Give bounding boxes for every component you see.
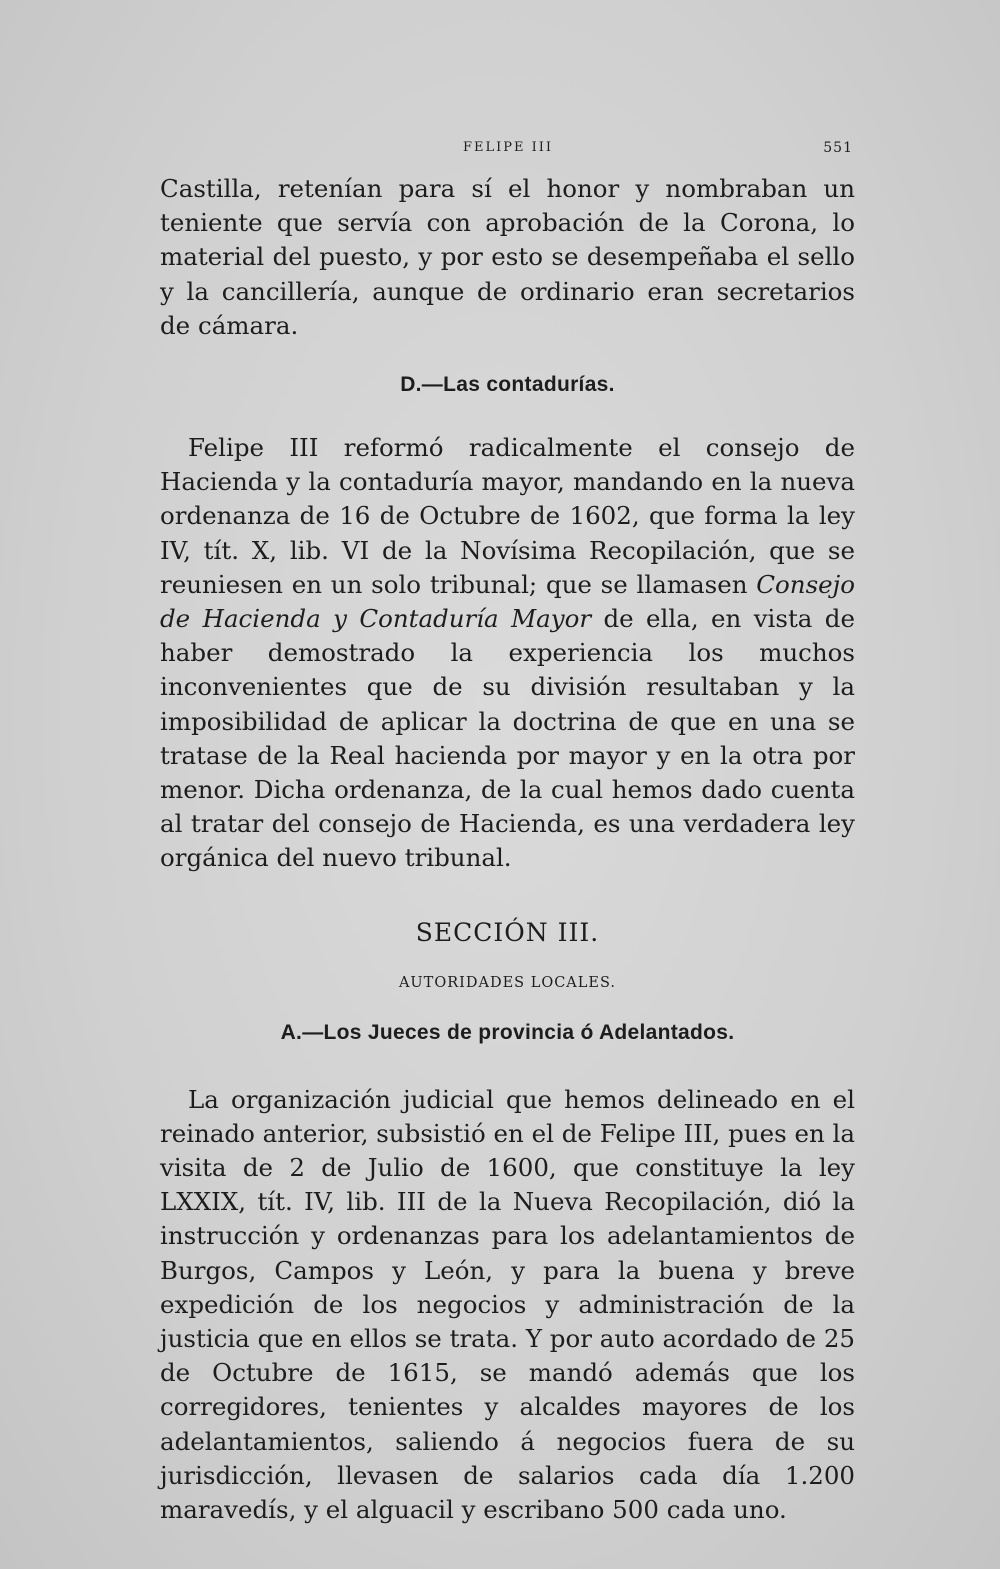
heading-contadurias: D.—Las contadurías. [400,373,615,397]
page-body [160,172,855,1527]
paragraph-felipe-reform-part1: Felipe III reformó radicalmente el consejo de Hacienda y la contaduría mayor, mandando en la nueva ordenanza de 16 de Octubre de 1602, que forma la ley IV, tít. X, lib. VI de la Novísima Recopilación, que se reuniesen en un solo tribunal; que se llamasen [160,433,855,599]
paragraph-felipe-reform-italic: Consejo de Hacienda y Contaduría Mayor [160,569,855,634]
paragraph-organizacion-judicial: La organización judicial que hemos delineado en el reinado anterior, subsistió en el de Felipe III, pues en la visita de 2 de Julio de 1600, que constituye la ley LXXIX, tít. IV, lib. III de la Nueva Recopilación, dió la instrucción y ordenanzas para los adelantamientos de Burgos, Campos y León, y para la buena y breve expedición de los negocios y administración de la justicia que en ellos se trata. Y por auto acordado de 25 de Octubre de 1615, se mandó además que los corregidores, tenientes y alcaldes mayores de los adelantamientos, saliendo á negocios fuera de su jurisdicción, llevasen de salarios cada día 1.200 maravedís, y el alguacil y escribano 500 cada uno. [160,1084,855,1525]
paragraph-castilla: Castilla, retenían para sí el honor y nombraban un teniente que servía con aprobación de la Corona, lo material del puesto, y por esto se desempeñaba el sello y la cancillería, aunque de ordinario eran secretarios de cámara. [160,174,855,340]
page-number: 551 [823,140,853,156]
running-head [163,138,853,162]
section-title: SECCIÓN III. [415,917,600,947]
heading-jueces: A.—Los Jueces de provincia ó Adelantados. [280,1020,735,1044]
paragraph-felipe-reform-part2: de ella, en vista de haber demostrado la experiencia los muchos inconvenientes que de su división resultaban y la imposibilidad de aplicar la doctrina de que en una se tratase de la Real hacienda por mayor y en la otra por menor. Dicha ordenanza, de la cual hemos dado cuenta al tratar del consejo de Hacienda, es una verdadera ley orgánica del nuevo tribunal. [160,604,855,873]
running-head-title: FELIPE III [462,140,554,155]
section-subtitle: AUTORIDADES LOCALES. [398,974,617,991]
paragraph-felipe-reform [160,431,855,876]
